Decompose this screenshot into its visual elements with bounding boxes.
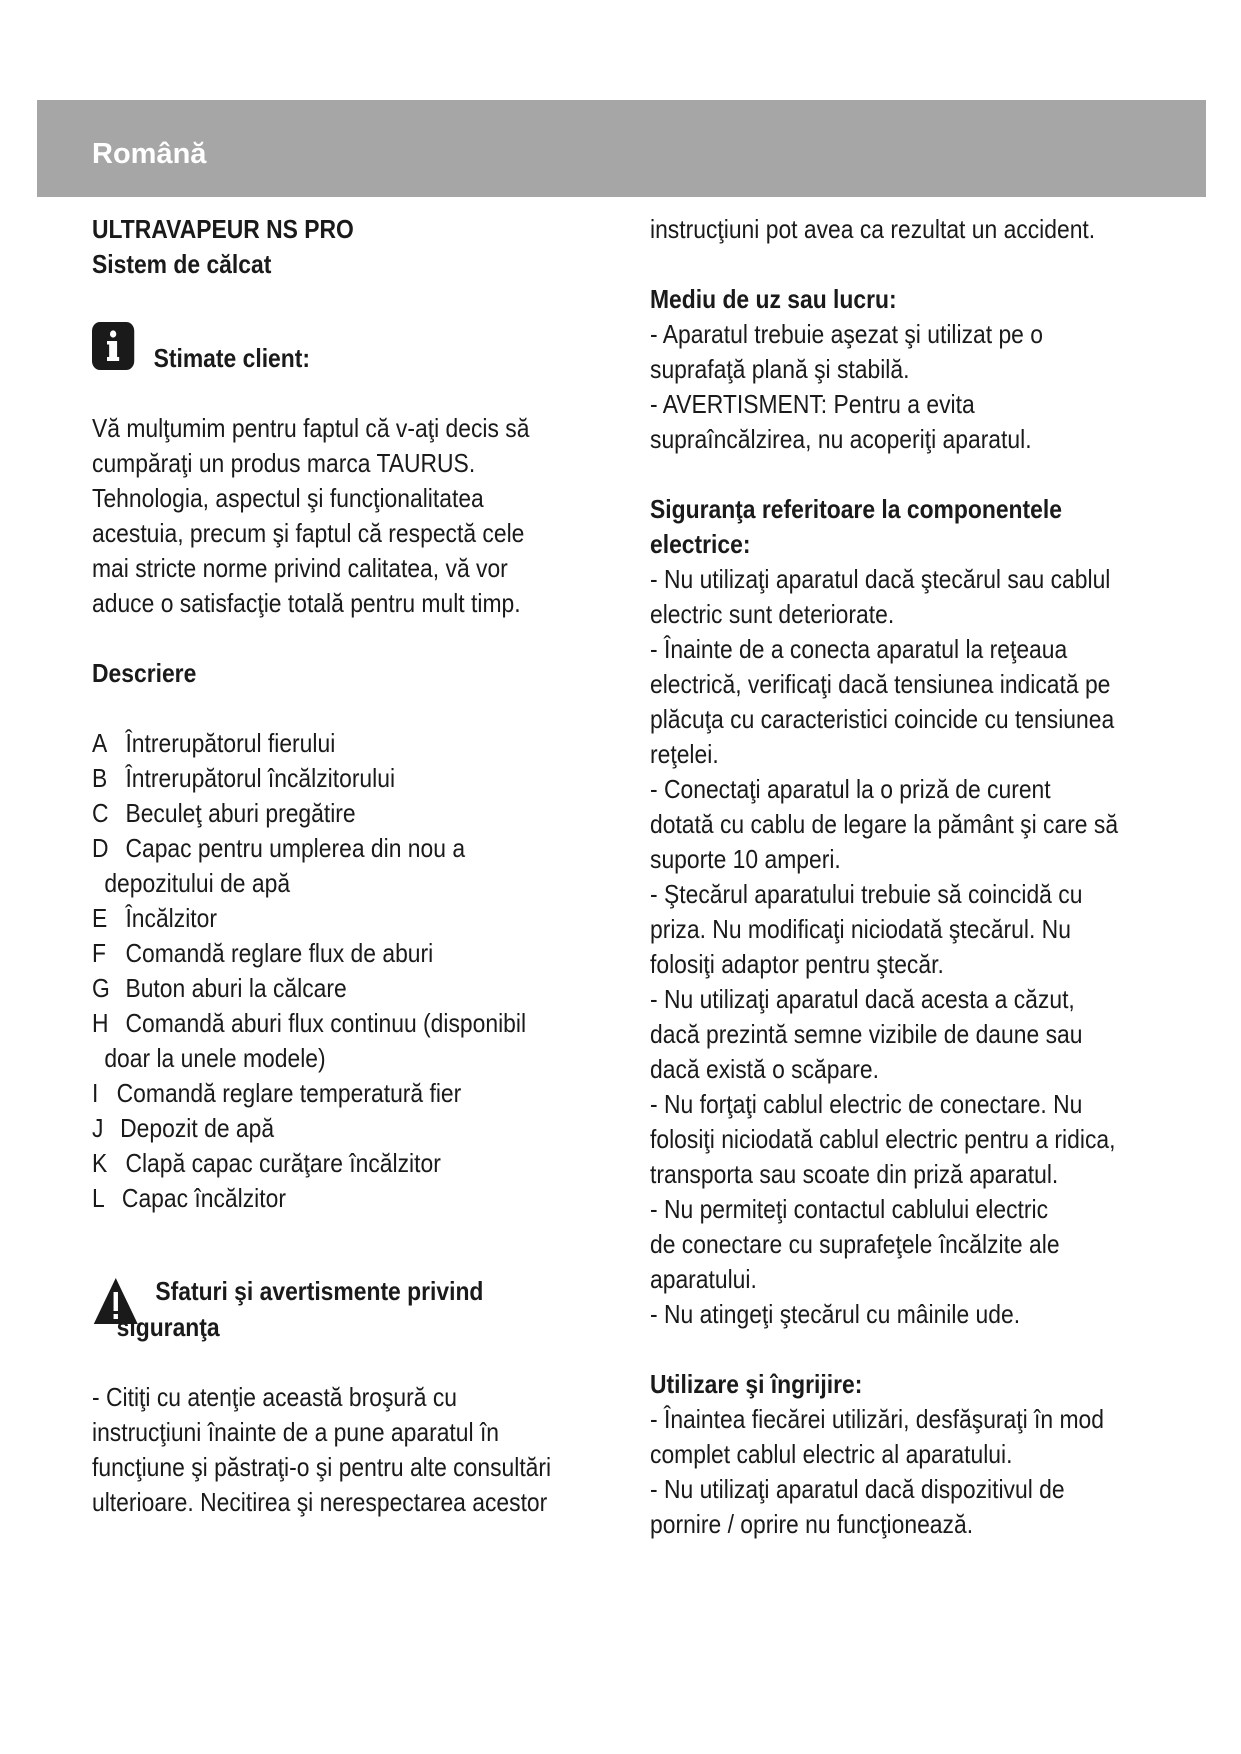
safety-line: funcţiune şi păstraţi-o şi pentru alte consultări (92, 1452, 552, 1482)
safety-heading-row (92, 1274, 594, 1354)
electrical-line: - Înainte de a conecta aparatul la reţeaua (650, 634, 1068, 664)
list-item: L Capac încălzitor (92, 1183, 286, 1213)
electrical-line: de conectare cu suprafeţele încălzite ale (650, 1229, 1060, 1259)
continuation-line: instrucţiuni pot avea ca rezultat un accident. (650, 214, 1096, 244)
electrical-line: folosiţi niciodată cablul electric pentru a ridica, (650, 1124, 1116, 1154)
electrical-line: electrică, verificaţi dacă tensiunea indicată pe (650, 669, 1111, 699)
greeting-heading: Stimate client: (153, 343, 310, 373)
list-item: B Întrerupătorul încălzitorului (92, 763, 396, 793)
safety-paragraph (92, 1380, 594, 1520)
parts-list (92, 726, 594, 1216)
electrical-line: folosiţi adaptor pentru ştecăr. (650, 949, 944, 979)
list-item: J Depozit de apă (92, 1113, 275, 1143)
usage-line: complet cablul electric al aparatului. (650, 1439, 1013, 1469)
list-item-continuation: doar la unele modele) (104, 1043, 326, 1073)
right-column (650, 212, 1174, 1542)
list-item: D Capac pentru umplerea din nou a (92, 833, 466, 863)
list-item-continuation: depozitului de apă (104, 868, 291, 898)
intro-line: acestuia, precum şi faptul că respectă cele (92, 518, 525, 548)
electrical-line: dotată cu cablu de legare la pământ şi care să (650, 809, 1119, 839)
electrical-heading-continuation: electrice: (650, 529, 751, 559)
electrical-line: transporta sau scoate din priză aparatul. (650, 1159, 1059, 1189)
electrical-line: - Nu utilizaţi aparatul dacă ştecărul sau cablul (650, 564, 1111, 594)
electrical-line: aparatului. (650, 1264, 757, 1294)
environment-line: - AVERTISMENT: Pentru a evita (650, 389, 975, 419)
electrical-line: priza. Nu modificaţi niciodată ştecărul. Nu (650, 914, 1071, 944)
electrical-line: electric sunt deteriorate. (650, 599, 895, 629)
info-icon (92, 322, 134, 370)
list-item: H Comandă aburi flux continuu (disponibil (92, 1008, 527, 1038)
product-name: ULTRAVAPEUR NS PRO (92, 214, 354, 244)
electrical-line: dacă există o scăpare. (650, 1054, 879, 1084)
safety-line: - Citiţi cu atenţie această broşură cu (92, 1382, 457, 1412)
electrical-paragraph (650, 562, 1174, 1332)
language-title: Română (92, 138, 207, 170)
electrical-line: - Conectaţi aparatul la o priză de curent (650, 774, 1051, 804)
intro-line: Tehnologia, aspectul şi funcţionalitatea (92, 483, 484, 513)
environment-line: supraîncălzirea, nu acoperiţi aparatul. (650, 424, 1032, 454)
safety-line: instrucţiuni înainte de a pune aparatul în (92, 1417, 500, 1447)
electrical-line: - Nu permiteţi contactul cablului electric (650, 1194, 1049, 1224)
environment-line: - Aparatul trebuie aşezat şi utilizat pe o (650, 319, 1044, 349)
environment-paragraph (650, 317, 1174, 457)
usage-paragraph (650, 1402, 1174, 1542)
list-item: F Comandă reglare flux de aburi (92, 938, 434, 968)
product-subtitle: Sistem de călcat (92, 249, 272, 279)
description-heading: Descriere (92, 658, 197, 688)
left-column (92, 212, 594, 1520)
usage-line: - Înaintea fiecărei utilizări, desfăşuraţi în mod (650, 1404, 1105, 1434)
electrical-line: - Nu atingeţi ştecărul cu mâinile ude. (650, 1299, 1021, 1329)
safety-line: ulterioare. Necitirea şi nerespectarea acestor (92, 1487, 548, 1517)
environment-line: suprafaţă plană şi stabilă. (650, 354, 910, 384)
electrical-line: - Nu forţaţi cablul electric de conectare. Nu (650, 1089, 1083, 1119)
usage-line: - Nu utilizaţi aparatul dacă dispozitivul de (650, 1474, 1065, 1504)
environment-heading: Mediu de uz sau lucru: (650, 284, 897, 314)
list-item: A Întrerupătorul fierului (92, 728, 336, 758)
electrical-line: - Ştecărul aparatului trebuie să coincidă cu (650, 879, 1083, 909)
usage-heading: Utilizare şi îngrijire: (650, 1369, 863, 1399)
list-item: I Comandă reglare temperatură fier (92, 1078, 462, 1108)
electrical-line: dacă prezintă semne vizibile de daune sau (650, 1019, 1083, 1049)
intro-paragraph (92, 411, 594, 621)
electrical-heading: Siguranţa referitoare la componentele (650, 494, 1062, 524)
electrical-line: reţelei. (650, 739, 719, 769)
list-item: C Beculeţ aburi pregătire (92, 798, 356, 828)
intro-line: cumpăraţi un produs marca TAURUS. (92, 448, 476, 478)
electrical-line: - Nu utilizaţi aparatul dacă acesta a căzut, (650, 984, 1075, 1014)
greeting-row (92, 328, 594, 376)
electrical-line: plăcuţa cu caracteristici coincide cu tensiunea (650, 704, 1115, 734)
list-item: K Clapă capac curăţare încălzitor (92, 1148, 441, 1178)
intro-line: mai stricte norme privind calitatea, vă vor (92, 553, 508, 583)
safety-heading-continuation: siguranţa (116, 1312, 220, 1342)
list-item: E Încălzitor (92, 903, 218, 933)
electrical-line: suporte 10 amperi. (650, 844, 841, 874)
intro-line: aduce o satisfacţie totală pentru mult timp. (92, 588, 521, 618)
safety-heading: Sfaturi şi avertismente privind (155, 1276, 484, 1306)
list-item: G Buton aburi la călcare (92, 973, 347, 1003)
language-header-band (37, 100, 1206, 197)
usage-line: pornire / oprire nu funcţionează. (650, 1509, 974, 1539)
intro-line: Vă mulţumim pentru faptul că v-aţi decis să (92, 413, 530, 443)
